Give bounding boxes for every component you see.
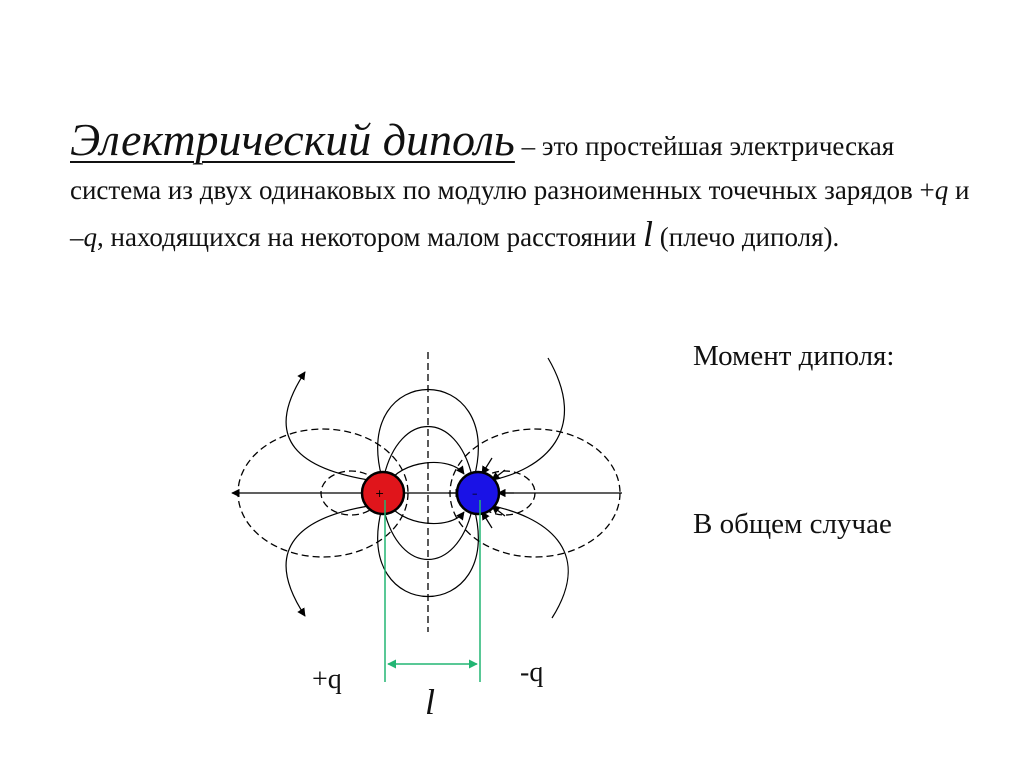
definition-term: Электрический диполь	[70, 114, 515, 165]
definition-part-2: и –	[70, 175, 970, 252]
definition-part-3: , находящихся на некотором малом расстоянии	[97, 222, 643, 252]
positive-charge-sign: +	[375, 487, 385, 500]
definition-q-negative: q	[83, 222, 97, 252]
general-case-label: В общем случае	[693, 508, 892, 540]
field-lines	[232, 358, 622, 618]
negative-charge-label: -q	[520, 657, 544, 688]
dipole-moment-label: Момент диполя:	[693, 340, 895, 372]
definition-arm-symbol: l	[643, 214, 654, 254]
definition-part-4: (плечо диполя).	[653, 222, 840, 252]
definition-q-positive: q	[934, 175, 949, 205]
negative-charge	[457, 472, 499, 514]
positive-charge	[362, 472, 404, 514]
negative-charge-sign: –	[472, 487, 478, 500]
definition-part-1: – это простейшая электрическая система из двух одинаковых по модулю разноименных точечных зарядов +	[70, 131, 935, 205]
positive-charge-label: +q	[312, 664, 342, 695]
dipole-arm-label: l	[425, 682, 436, 722]
